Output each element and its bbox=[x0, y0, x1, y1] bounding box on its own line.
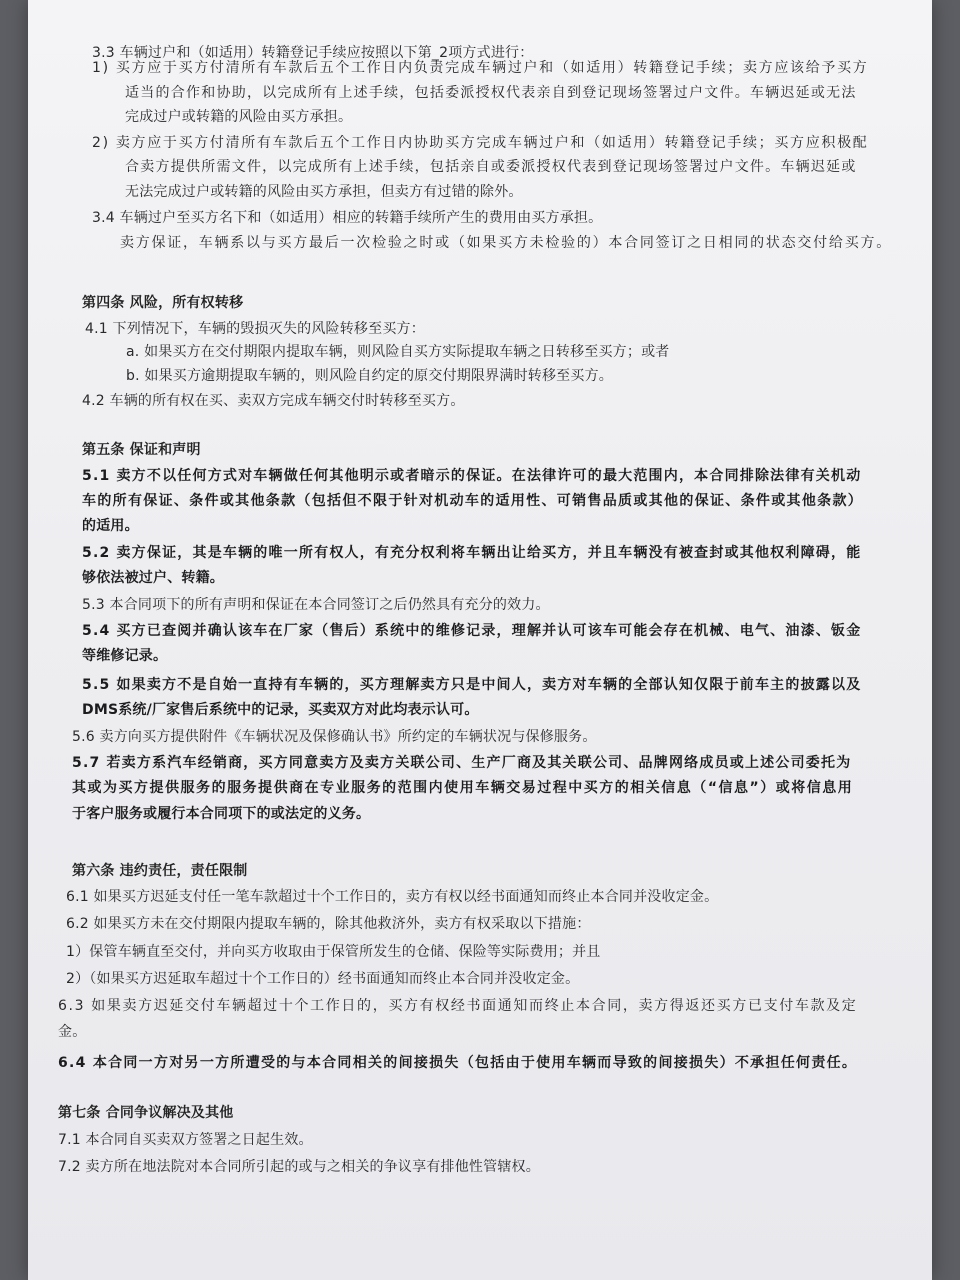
contract-line: 5.4 买方已查阅并确认该车在厂家（售后）系统中的维修记录，理解并认可该车可能会存在机械、电气、油漆、钣金 bbox=[82, 623, 862, 639]
contract-line: 5.7 若卖方系汽车经销商，买方同意卖方及卖方关联公司、生产厂商及其关联公司、品牌网络成员或上述公司委托为 bbox=[72, 755, 852, 771]
contract-line: 车的所有保证、条件或其他条款（包括但不限于针对机动车的适用性、可销售品质或其他的保证、条件或其他条款） bbox=[82, 493, 864, 509]
contract-line: 够依法被过户、转籍。 bbox=[82, 570, 224, 586]
contract-line: a. 如果买方在交付期限内提取车辆，则风险自买方实际提取车辆之日转移至买方；或者 bbox=[126, 344, 670, 360]
contract-line: 适当的合作和协助，以完成所有上述手续，包括委派授权代表亲自到登记现场签署过户文件。车辆迟延或无法 bbox=[125, 85, 857, 101]
contract-line: 7.1 本合同自买卖双方签署之日起生效。 bbox=[58, 1132, 313, 1148]
contract-line: 金。 bbox=[58, 1024, 87, 1040]
contract-line: 6.3 如果卖方迟延交付车辆超过十个工作日的，买方有权经书面通知而终止本合同，卖方得返还买方已支付车款及定 bbox=[58, 998, 858, 1014]
contract-line: 7.2 卖方所在地法院对本合同所引起的或与之相关的争议享有排他性管辖权。 bbox=[58, 1159, 540, 1175]
contract-line: 5.6 卖方向买方提供附件《车辆状况及保修确认书》所约定的车辆状况与保修服务。 bbox=[72, 729, 597, 745]
contract-page bbox=[28, 0, 932, 1280]
contract-line: 2）（如果买方迟延取车超过十个工作日的）经书面通知而终止本合同并没收定金。 bbox=[66, 971, 580, 987]
contract-line: DMS系统/厂家售后系统中的记录，买卖双方对此均表示认可。 bbox=[82, 702, 479, 718]
contract-line: 4.1 下列情况下，车辆的毁损灭失的风险转移至买方： bbox=[85, 321, 425, 337]
contract-line: 5.3 本合同项下的所有声明和保证在本合同签订之后仍然具有充分的效力。 bbox=[82, 597, 550, 613]
contract-line: 3.4 车辆过户至买方名下和（如适用）相应的转籍手续所产生的费用由买方承担。 bbox=[92, 210, 603, 226]
contract-line: 6.1 如果买方迟延支付任一笔车款超过十个工作日的，卖方有权以经书面通知而终止本合同并没收定金。 bbox=[66, 889, 719, 905]
contract-line: 卖方保证，车辆系以与买方最后一次检验之时或（如果买方未检验的）本合同签订之日相同的状态交付给买方。 bbox=[120, 235, 892, 251]
contract-line: 5.5 如果卖方不是自始一直持有车辆的，买方理解卖方只是中间人，卖方对车辆的全部认知仅限于前车主的披露以及 bbox=[82, 677, 862, 693]
contract-text bbox=[28, 0, 932, 1280]
contract-line: 2) 卖方应于买方付清所有车款后五个工作日内协助买方完成车辆过户和（如适用）转籍登记手续；买方应积极配 bbox=[92, 135, 869, 151]
contract-line: 等维修记录。 bbox=[82, 648, 168, 664]
contract-line: b. 如果买方逾期提取车辆的，则风险自约定的原交付期限界满时转移至买方。 bbox=[126, 368, 613, 384]
contract-line: 5.2 卖方保证，其是车辆的唯一所有权人，有充分权利将车辆出让给买方，并且车辆没有被查封或其他权利障碍，能 bbox=[82, 545, 862, 561]
contract-line: 5.1 卖方不以任何方式对车辆做任何其他明示或者暗示的保证。在法律许可的最大范围内，本合同排除法律有关机动 bbox=[82, 468, 862, 484]
contract-line: 的适用。 bbox=[82, 518, 139, 534]
contract-line: 第七条 合同争议解决及其他 bbox=[58, 1105, 234, 1121]
contract-line: 3.3 车辆过户和（如适用）转籍登记手续应按照以下第_2项方式进行： bbox=[92, 45, 534, 61]
contract-line: 第六条 违约责任，责任限制 bbox=[72, 863, 248, 879]
contract-line: 无法完成过户或转籍的风险由买方承担，但卖方有过错的除外。 bbox=[125, 184, 523, 200]
contract-line: 第四条 风险，所有权转移 bbox=[82, 295, 244, 311]
contract-line: 1）保管车辆直至交付，并向买方收取由于保管所发生的仓储、保险等实际费用；并且 bbox=[66, 944, 601, 960]
contract-line: 第五条 保证和声明 bbox=[82, 442, 201, 458]
contract-line: 其或为买方提供服务的服务提供商在专业服务的范围内使用车辆交易过程中买方的相关信息（“信息”）或将信息用 bbox=[72, 780, 854, 796]
contract-line: 合卖方提供所需文件，以完成所有上述手续，包括亲自或委派授权代表到登记现场签署过户文件。车辆迟延或 bbox=[125, 159, 857, 175]
contract-line: 6.2 如果买方未在交付期限内提取车辆的，除其他救济外，卖方有权采取以下措施： bbox=[66, 916, 591, 932]
contract-line: 完成过户或转籍的风险由买方承担。 bbox=[125, 109, 353, 125]
contract-line: 于客户服务或履行本合同项下的或法定的义务。 bbox=[72, 806, 371, 822]
contract-line: 1) 买方应于买方付清所有车款后五个工作日内负责完成车辆过户和（如适用）转籍登记手续；卖方应该给予买方 bbox=[92, 60, 869, 76]
contract-line: 6.4 本合同一方对另一方所遭受的与本合同相关的间接损失（包括由于使用车辆而导致的间接损失）不承担任何责任。 bbox=[58, 1055, 858, 1071]
contract-line: 4.2 车辆的所有权在买、卖双方完成车辆交付时转移至买方。 bbox=[82, 393, 465, 409]
